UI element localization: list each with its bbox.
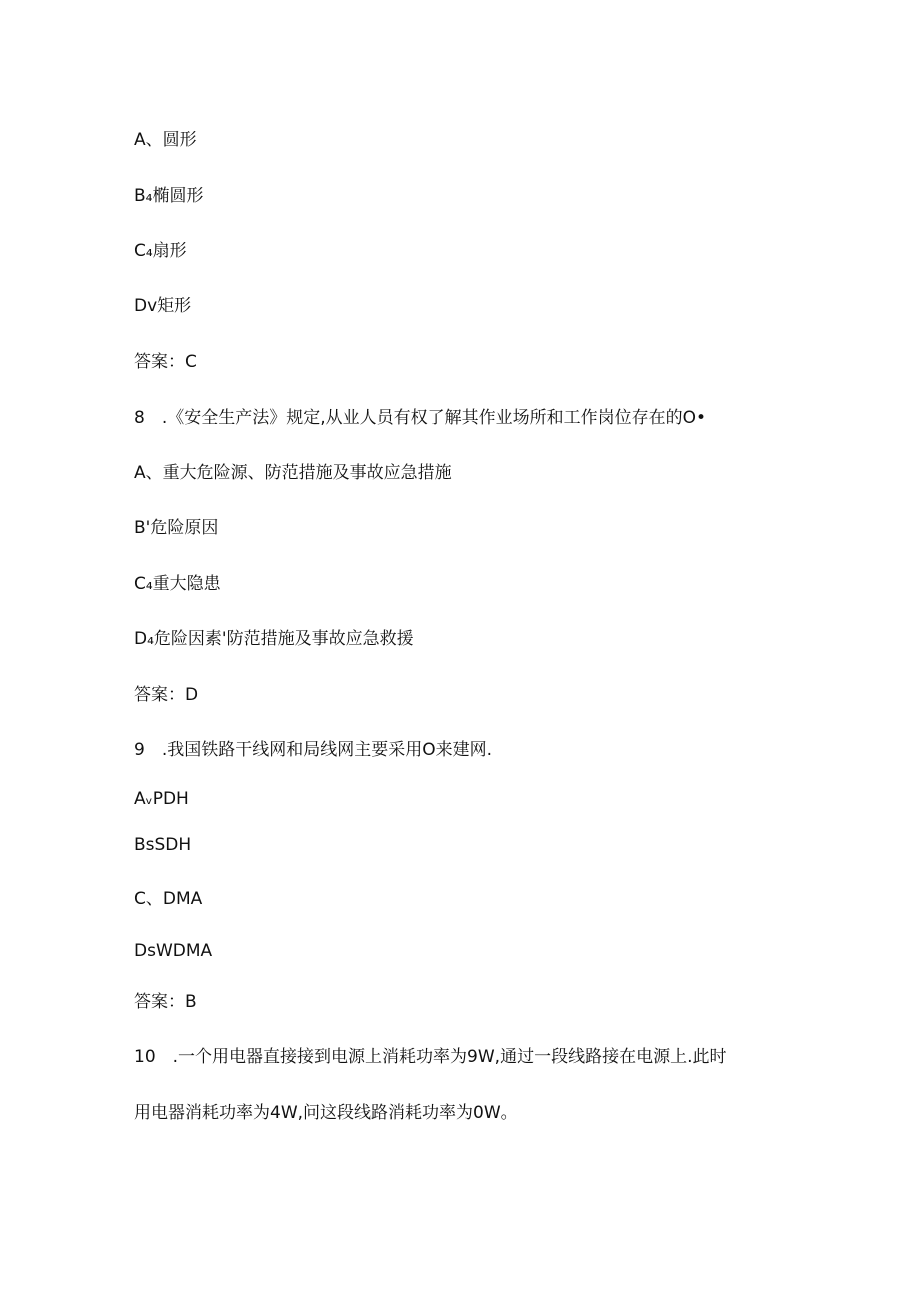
q7-option-b: B₄椭圆形: [134, 186, 204, 206]
q8-question: 8 .《安全生产法》规定,从业人员有权了解其作业场所和工作岗位存在的O•: [134, 408, 707, 428]
q7-option-a: A、圆形: [134, 130, 197, 150]
q10-question-line2: 用电器消耗功率为4W,问这段线路消耗功率为0W。: [134, 1103, 518, 1123]
q8-option-a: A、重大危险源、防范措施及事故应急措施: [134, 463, 452, 483]
q10-question-line1: 10 .一个用电器直接接到电源上消耗功率为9W,通过一段线路接在电源上.此时: [134, 1047, 727, 1067]
q7-option-c: C₄扇形: [134, 241, 187, 261]
q7-option-d: Dv矩形: [134, 296, 192, 316]
q8-option-c: C₄重大隐患: [134, 574, 221, 594]
q9-option-b: BsSDH: [134, 835, 192, 855]
q9-answer: 答案：B: [134, 992, 197, 1012]
q8-option-d: D₄危险因素'防范措施及事故应急救援: [134, 629, 414, 649]
q9-option-a: AᵥPDH: [134, 789, 189, 809]
q9-question: 9 .我国铁路干线网和局线网主要采用O来建网.: [134, 740, 493, 760]
q8-option-b: B'危险原因: [134, 518, 219, 538]
q7-answer: 答案：C: [134, 352, 197, 372]
q9-option-c: C、DMA: [134, 889, 203, 909]
q9-option-d: DsWDMA: [134, 941, 213, 961]
q8-answer: 答案：D: [134, 685, 199, 705]
